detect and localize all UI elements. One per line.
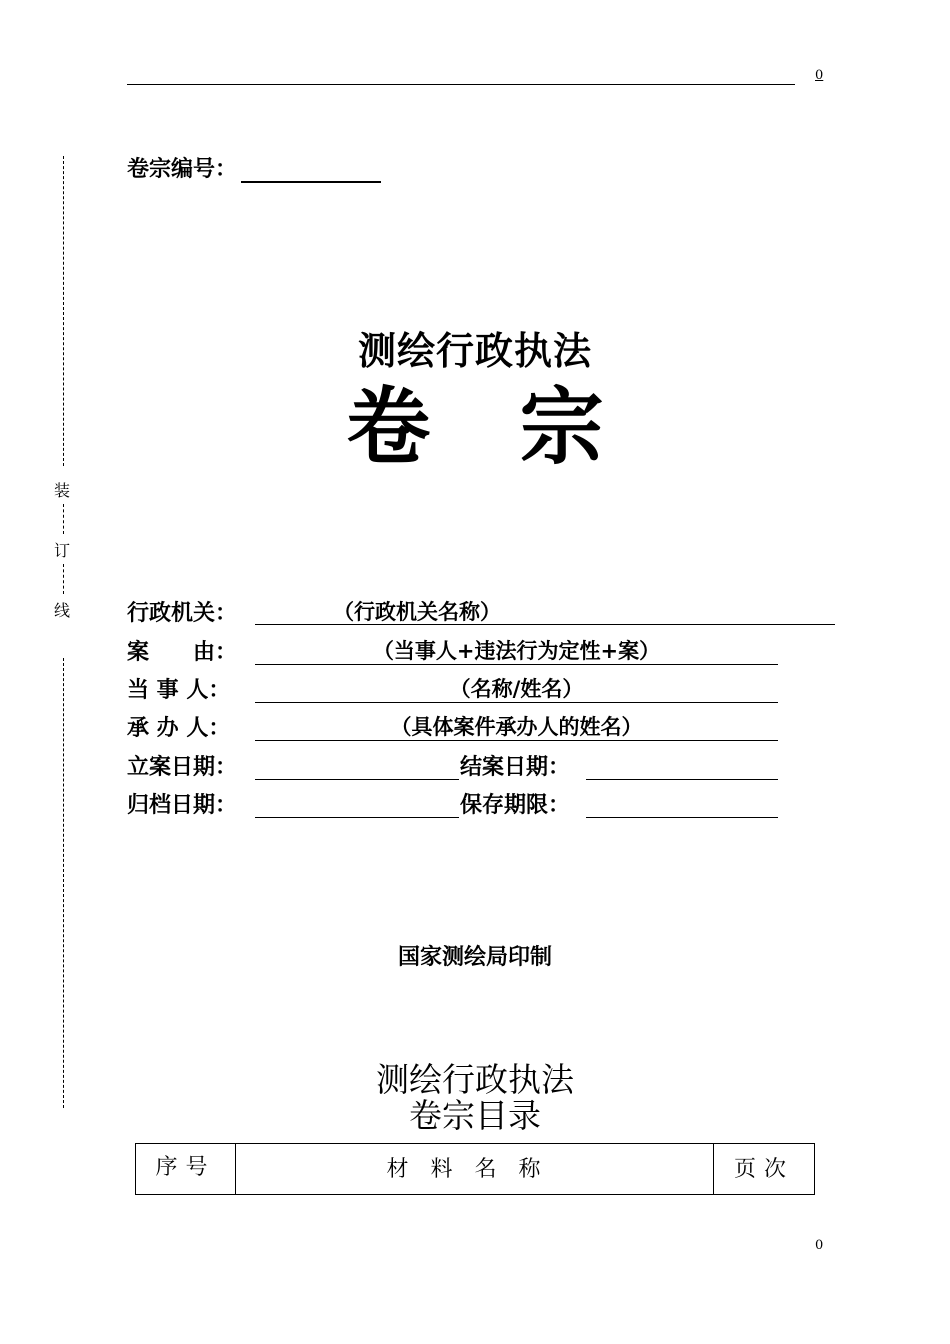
binding-char-xian: 线 [54, 601, 71, 620]
binding-char-zhuang: 装 [54, 481, 71, 500]
field-archive-date-value[interactable] [255, 788, 459, 818]
toc-col-pages: 页次 [733, 1157, 794, 1182]
toc-col-index: 序号 [136, 1144, 236, 1194]
field-cause-value[interactable]: （当事人+违法行为定性+案） [255, 635, 778, 665]
field-handler-label: 承 办 人： [127, 716, 231, 741]
binding-char-ding: 订 [54, 541, 71, 560]
toc-table-header [135, 1143, 815, 1195]
field-retention-label: 保存期限： [460, 793, 571, 818]
field-party-value[interactable]: （名称/姓名） [255, 673, 778, 703]
binding-dashed-line [63, 564, 64, 594]
title-line-1: 测绘行政执法 [357, 329, 592, 373]
binding-dashed-line [63, 504, 64, 534]
field-closing-date-value[interactable] [586, 750, 778, 780]
header-page-number: 0 [815, 68, 824, 83]
field-party-label: 当 事 人： [127, 678, 231, 703]
case-number-label: 卷宗编号： [127, 157, 238, 182]
field-handler-value[interactable]: （具体案件承办人的姓名） [255, 711, 778, 741]
publisher: 国家测绘局印制 [397, 945, 552, 970]
case-number-blank[interactable] [241, 155, 381, 183]
header-rule [127, 84, 795, 85]
field-agency-value[interactable]: （行政机关名称） [255, 596, 835, 625]
field-filing-date-value[interactable] [255, 750, 459, 780]
case-number [127, 152, 381, 183]
field-archive-date-label: 归档日期： [127, 793, 238, 818]
field-retention-value[interactable] [586, 788, 778, 818]
toc-title-line-2: 卷宗目录 [409, 1096, 541, 1135]
footer-page-number: 0 [815, 1238, 824, 1253]
toc-col-material-name: 材料名称 [236, 1144, 714, 1194]
field-agency-label: 行政机关： [127, 601, 238, 626]
toc-title-line-1: 测绘行政执法 [376, 1060, 574, 1099]
field-cause-label: 案 由： [127, 640, 238, 665]
field-closing-date-label: 结案日期： [460, 755, 571, 780]
field-filing-date-label: 立案日期： [127, 755, 238, 780]
binding-dashed-line [63, 658, 64, 1108]
title-line-2: 卷 宗 [346, 378, 634, 476]
